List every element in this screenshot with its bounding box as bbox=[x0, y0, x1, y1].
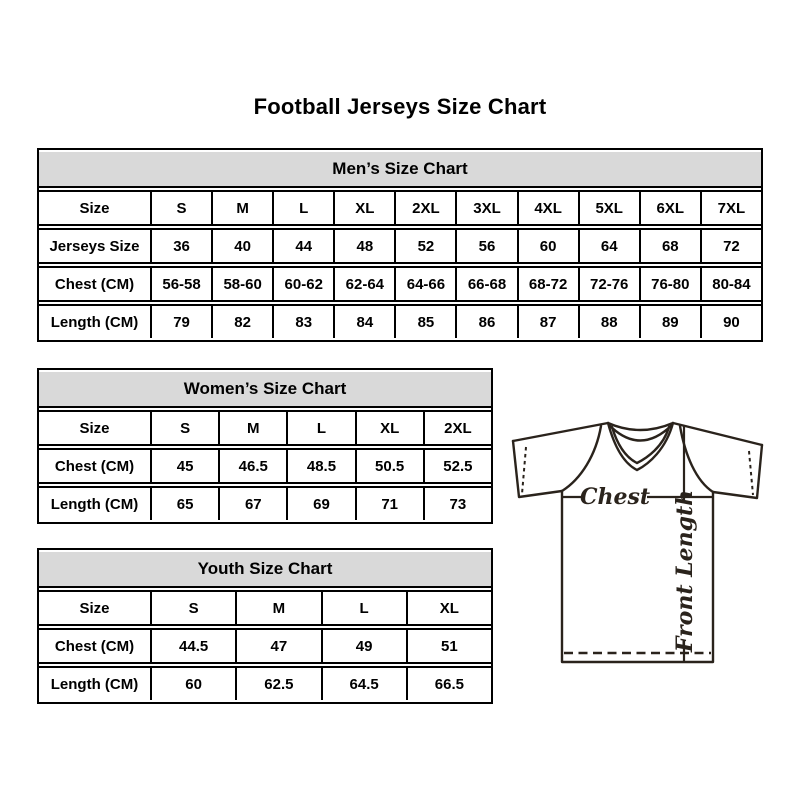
right-sleeve-outline bbox=[713, 445, 762, 498]
womens-data-cell: 67 bbox=[218, 486, 286, 520]
womens-data-cell: 46.5 bbox=[218, 448, 286, 484]
mens-data-cell: 84 bbox=[333, 304, 394, 338]
womens-data-cell: 45 bbox=[150, 448, 218, 484]
mens-data-cell: 87 bbox=[517, 304, 578, 338]
mens-row-header: Jerseys Size bbox=[39, 228, 150, 264]
youth-data-cell: 47 bbox=[235, 628, 320, 664]
mens-data-cell: 82 bbox=[211, 304, 272, 338]
youth-data-cell: 66.5 bbox=[406, 666, 491, 700]
mens-data-cell: 56-58 bbox=[150, 266, 211, 302]
mens-column-header-3XL: 3XL bbox=[455, 190, 516, 226]
mens-column-header-XL: XL bbox=[333, 190, 394, 226]
womens-size-chart-table bbox=[37, 368, 493, 524]
womens-data-cell: 50.5 bbox=[355, 448, 423, 484]
left-sleeve-outline bbox=[513, 441, 562, 497]
mens-column-header-5XL: 5XL bbox=[578, 190, 639, 226]
mens-data-cell: 36 bbox=[150, 228, 211, 264]
mens-data-cell: 68-72 bbox=[517, 266, 578, 302]
youth-data-cell: 51 bbox=[406, 628, 491, 664]
youth-data-cell: 62.5 bbox=[235, 666, 320, 700]
right-shoulder-line bbox=[673, 423, 762, 445]
mens-data-cell: 76-80 bbox=[639, 266, 700, 302]
youth-data-cell: 64.5 bbox=[321, 666, 406, 700]
mens-data-cell: 64 bbox=[578, 228, 639, 264]
mens-data-cell: 60-62 bbox=[272, 266, 333, 302]
mens-row-header: Length (CM) bbox=[39, 304, 150, 338]
left-cuff-dashed-line bbox=[522, 447, 526, 494]
womens-data-cell: 69 bbox=[286, 486, 354, 520]
youth-column-header-XL: XL bbox=[406, 590, 491, 626]
womens-data-cell: 48.5 bbox=[286, 448, 354, 484]
page-title: Football Jerseys Size Chart bbox=[253, 94, 547, 119]
youth-column-header-M: M bbox=[235, 590, 320, 626]
womens-size-row-label: Size bbox=[39, 410, 150, 446]
mens-size-row-label: Size bbox=[39, 190, 150, 226]
womens-row-header: Length (CM) bbox=[39, 486, 150, 520]
womens-column-header-XL: XL bbox=[355, 410, 423, 446]
mens-column-header-2XL: 2XL bbox=[394, 190, 455, 226]
mens-column-header-6XL: 6XL bbox=[639, 190, 700, 226]
youth-data-cell: 44.5 bbox=[150, 628, 235, 664]
womens-data-cell: 73 bbox=[423, 486, 491, 520]
womens-column-header-2XL: 2XL bbox=[423, 410, 491, 446]
mens-size-chart-table bbox=[37, 148, 763, 342]
mens-data-cell: 85 bbox=[394, 304, 455, 338]
youth-data-cell: 60 bbox=[150, 666, 235, 700]
jersey-measurement-diagram bbox=[505, 403, 770, 680]
womens-column-header-S: S bbox=[150, 410, 218, 446]
mens-data-cell: 80-84 bbox=[700, 266, 761, 302]
mens-column-header-7XL: 7XL bbox=[700, 190, 761, 226]
womens-column-header-L: L bbox=[286, 410, 354, 446]
mens-column-header-L: L bbox=[272, 190, 333, 226]
womens-data-cell: 65 bbox=[150, 486, 218, 520]
mens-data-cell: 44 bbox=[272, 228, 333, 264]
womens-column-header-M: M bbox=[218, 410, 286, 446]
womens-table-title: Women’s Size Chart bbox=[39, 372, 491, 408]
mens-data-cell: 66-68 bbox=[455, 266, 516, 302]
womens-data-cell: 71 bbox=[355, 486, 423, 520]
youth-row-header: Chest (CM) bbox=[39, 628, 150, 664]
mens-data-cell: 58-60 bbox=[211, 266, 272, 302]
mens-data-cell: 64-66 bbox=[394, 266, 455, 302]
mens-column-header-4XL: 4XL bbox=[517, 190, 578, 226]
youth-table-title: Youth Size Chart bbox=[39, 552, 491, 588]
mens-data-cell: 56 bbox=[455, 228, 516, 264]
mens-data-cell: 72-76 bbox=[578, 266, 639, 302]
mens-data-cell: 88 bbox=[578, 304, 639, 338]
left-sleeve-seam bbox=[562, 426, 601, 491]
mens-data-cell: 68 bbox=[639, 228, 700, 264]
mens-column-header-S: S bbox=[150, 190, 211, 226]
mens-table-title: Men’s Size Chart bbox=[39, 152, 761, 188]
mens-data-cell: 86 bbox=[455, 304, 516, 338]
mens-data-cell: 83 bbox=[272, 304, 333, 338]
front-length-label: Front Length bbox=[672, 489, 698, 653]
mens-data-cell: 62-64 bbox=[333, 266, 394, 302]
mens-data-cell: 89 bbox=[639, 304, 700, 338]
chest-label: Chest bbox=[579, 484, 651, 510]
mens-data-cell: 72 bbox=[700, 228, 761, 264]
mens-column-header-M: M bbox=[211, 190, 272, 226]
youth-size-row-label: Size bbox=[39, 590, 150, 626]
left-shoulder-line bbox=[513, 423, 608, 441]
youth-row-header: Length (CM) bbox=[39, 666, 150, 700]
womens-data-cell: 52.5 bbox=[423, 448, 491, 484]
mens-data-cell: 90 bbox=[700, 304, 761, 338]
womens-row-header: Chest (CM) bbox=[39, 448, 150, 484]
mens-data-cell: 52 bbox=[394, 228, 455, 264]
mens-data-cell: 79 bbox=[150, 304, 211, 338]
collar-back-top-curve bbox=[608, 423, 673, 430]
mens-data-cell: 48 bbox=[333, 228, 394, 264]
mens-row-header: Chest (CM) bbox=[39, 266, 150, 302]
youth-column-header-L: L bbox=[321, 590, 406, 626]
right-cuff-dashed-line bbox=[749, 451, 753, 495]
mens-data-cell: 40 bbox=[211, 228, 272, 264]
youth-column-header-S: S bbox=[150, 590, 235, 626]
youth-size-chart-table bbox=[37, 548, 493, 704]
mens-data-cell: 60 bbox=[517, 228, 578, 264]
v-neck-inner-line bbox=[612, 427, 669, 463]
youth-data-cell: 49 bbox=[321, 628, 406, 664]
